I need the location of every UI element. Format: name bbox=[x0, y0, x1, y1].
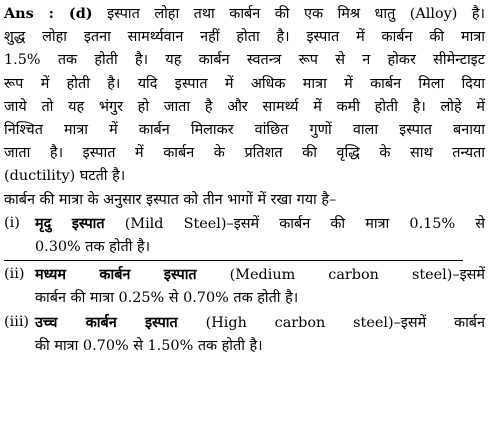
item-line-2: 0.30% तक होती है। bbox=[35, 239, 151, 256]
answer-prefix: Ans : (d) bbox=[4, 5, 93, 22]
answer-line-6: निश्चित मात्रा में कार्बन मिलाकर वांछित गुणों वाला इस्पात बनाया bbox=[4, 122, 485, 139]
item-line-1: मृदु इस्पात (Mild Steel)–इसमें कार्बन की मात्रा 0.15% से bbox=[35, 214, 485, 232]
answer-line-3: 1.5% तक होती है। यह कार्बन स्वतन्त्र रूप से न होकर सीमेन्टाइट bbox=[4, 52, 485, 69]
list-item-high-carbon-steel bbox=[4, 311, 485, 358]
item-number: (i) bbox=[4, 214, 20, 231]
list-item-medium-carbon-steel bbox=[4, 263, 485, 310]
answer-line-5: जाये तो यह भंगुर हो जाता है और सामर्थ्य में कमी होती है। लोहे में bbox=[4, 98, 485, 115]
answer-line-4: रूप में होती है। यदि इस्पात में अधिक मात्रा में कार्बन मिला दिया bbox=[4, 75, 485, 92]
item-label: मध्यम कार्बन इस्पात bbox=[35, 266, 197, 284]
item-line-2: कार्बन की मात्रा 0.25% से 0.70% तक होती है। bbox=[35, 290, 299, 307]
item-line-1: उच्च कार्बन इस्पात (High carbon steel)–इसमें कार्बन bbox=[35, 313, 485, 331]
item-label: मृदु इस्पात bbox=[35, 214, 105, 232]
answer-line-2: शुद्ध लोहा इतना सामर्थ्यवान नहीं होता है। इस्पात में कार्बन की मात्रा bbox=[4, 29, 485, 46]
item-line-1: मध्यम कार्बन इस्पात (Medium carbon steel)–इसमें bbox=[35, 266, 485, 284]
item-number: (iii) bbox=[4, 313, 30, 330]
answer-line-1: Ans : (d) इस्पात लोहा तथा कार्बन की एक मिश्र धातु (Alloy) है। bbox=[4, 5, 485, 22]
answer-line-8: (ductility) घटती है। bbox=[4, 168, 126, 185]
divider bbox=[4, 260, 463, 261]
item-label: उच्च कार्बन इस्पात bbox=[35, 313, 178, 331]
answer-intro: कार्बन की मात्रा के अनुसार इस्पात को तीन भागों में रखा गया है– bbox=[4, 191, 337, 208]
item-number: (ii) bbox=[4, 266, 25, 283]
answer-line-7: जाता है। इस्पात में कार्बन के प्रतिशत की वृद्धि के साथ तन्यता bbox=[4, 145, 485, 162]
list-item-mild-steel bbox=[4, 212, 485, 259]
item-line-2: की मात्रा 0.70% से 1.50% तक होती है। bbox=[35, 337, 263, 354]
answer-block bbox=[4, 2, 485, 358]
